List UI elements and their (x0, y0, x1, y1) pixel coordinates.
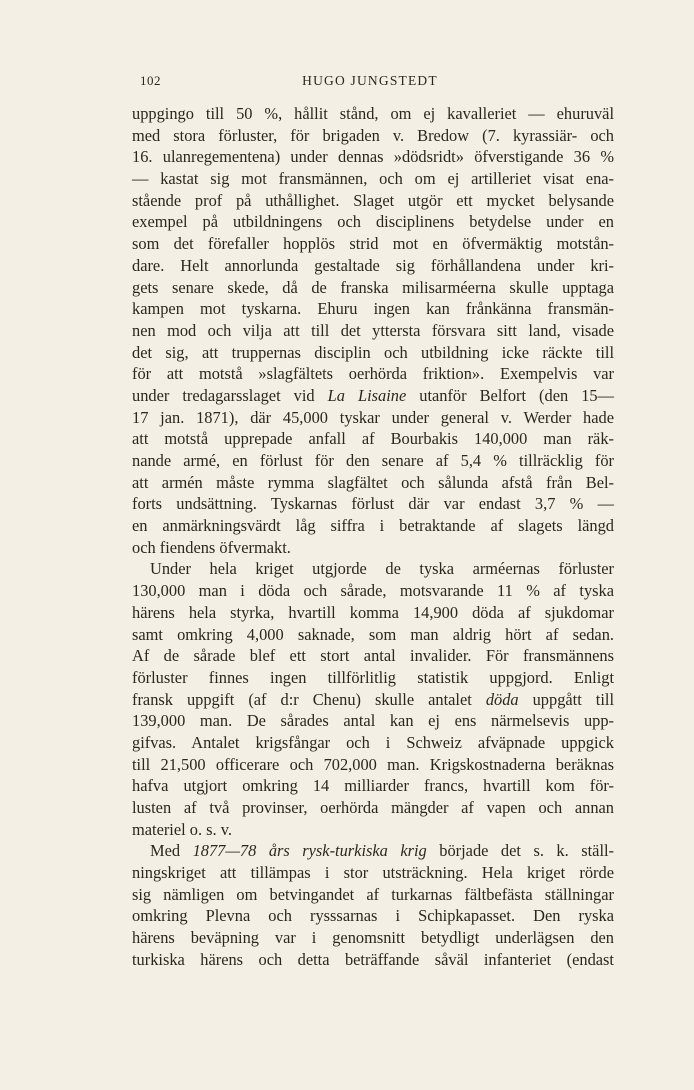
text-line: för att motstå »slagfältets oerhörda friktion». Exempelvis var (132, 364, 614, 384)
text-line: med stora förluster, för brigaden v. Bredow (7. kyrassiär- och (132, 125, 614, 145)
page-header (140, 73, 600, 93)
page-number: 102 (140, 73, 161, 88)
running-head: HUGO JUNGSTEDT (302, 73, 438, 88)
text-line: Med 1877—78 års rysk-turkiska krig började det s. k. ställ- (150, 841, 615, 861)
text-line: omkring Plevna och rysssarnas i Schipkapasset. Den ryska (132, 906, 614, 926)
text-line: ningskriget att tillämpas i stor utsträckning. Hela kriget rörde (132, 863, 614, 883)
text-line: gets senare skede, då de franska milisarméerna skulle upptaga (132, 277, 614, 297)
italic-text: 1877—78 års rysk-turkiska krig (192, 841, 427, 861)
text-line: härens hela styrka, hvartill komma 14,900 döda af sjukdomar (132, 602, 614, 622)
text-line: nande armé, en förlust för den senare af 5,4 % tillräcklig för (132, 451, 614, 470)
text-line: exempel på utbildningens och disciplinens betydelse under en (132, 212, 614, 232)
text-line: uppgingo till 50 %, hållit stånd, om ej kavalleriet — ehuruväl (132, 104, 614, 123)
text-line: till 21,500 officerare och 702,000 man. Krigskostnaderna beräknas (132, 754, 614, 774)
text-line: kampen mot tyskarna. Ehuru ingen kan frånkänna fransmän- (132, 299, 614, 319)
text-line: Under hela kriget utgjorde de tyska arméernas förluster (150, 559, 614, 579)
text-line: 17 jan. 1871), där 45,000 tyskar under general v. Werder hade (132, 407, 614, 427)
text-line: 16. ulanregementena) under dennas »dödsridt» öfverstigande 36 % (132, 147, 614, 167)
text-line: att motstå upprepade anfall af Bourbakis 140,000 man räk- (132, 429, 614, 449)
text-line: — kastat sig mot fransmännen, och om ej artilleriet visat ena- (132, 169, 614, 189)
text-line: 139,000 man. De sårades antal kan ej ens närmelsevis upp- (132, 711, 614, 731)
text-line: stående prof på uthållighet. Slaget utgör ett mycket belysande (132, 190, 614, 210)
text-line: en anmärkningsvärdt låg siffra i betraktande af slagets längd (132, 516, 614, 536)
text-line: det sig, att truppernas disciplin och utbildning icke räckte till (132, 342, 614, 362)
text-line: gifvas. Antalet krigsfångar och i Schweiz afväpnade uppgick (132, 732, 614, 752)
text-line: fransk uppgift (af d:r Chenu) skulle antalet döda uppgått till (132, 689, 614, 709)
text-line: samt omkring 4,000 saknade, som man aldrig hört af sedan. (132, 624, 614, 644)
text-line: förluster finnes ingen tillförlitlig statistik uppgjord. Enligt (132, 667, 614, 687)
text-line: materiel o. s. v. (132, 819, 232, 839)
body-text (132, 103, 614, 971)
text-line: att armén måste rymma slagfältet och sålunda afstå från Bel- (132, 472, 614, 492)
text-line: hafva utgjort omkring 14 milliarder francs, hvartill kom för- (132, 776, 614, 796)
text-line: dare. Helt annorlunda gestaltade sig förhållandena under kri- (132, 255, 614, 275)
text-line: 130,000 man i döda och sårade, motsvarande 11 % af tyska (132, 581, 614, 601)
text-line: lusten af två provinser, oerhörda mängder af vapen och annan (132, 798, 614, 817)
text-line: forts undsättning. Tyskarnas förlust där var endast 3,7 % — (132, 494, 614, 514)
text-line: och fiendens öfvermakt. (132, 537, 291, 557)
text-line: nen mod och vilja att till det yttersta försvara sitt land, visade (132, 320, 614, 340)
text-line: som det förefaller hopplös strid mot en öfvermäktig motstån- (132, 234, 614, 254)
italic-text: döda (485, 689, 519, 709)
text-line: turkiska härens och detta beträffande såväl infanteriet (endast (132, 949, 614, 969)
text-line: Af de sårade blef ett stort antal invalider. För fransmännens (132, 646, 614, 666)
italic-text: La Lisaine (327, 385, 407, 405)
text-line: under tredagarsslaget vid La Lisaine utanför Belfort (den 15— (132, 385, 614, 405)
text-line: sig nämligen om betvingandet af turkarnas fältbefästa ställningar (132, 884, 614, 904)
text-line: härens beväpning var i genomsnitt betydligt underlägsen den (132, 928, 614, 948)
